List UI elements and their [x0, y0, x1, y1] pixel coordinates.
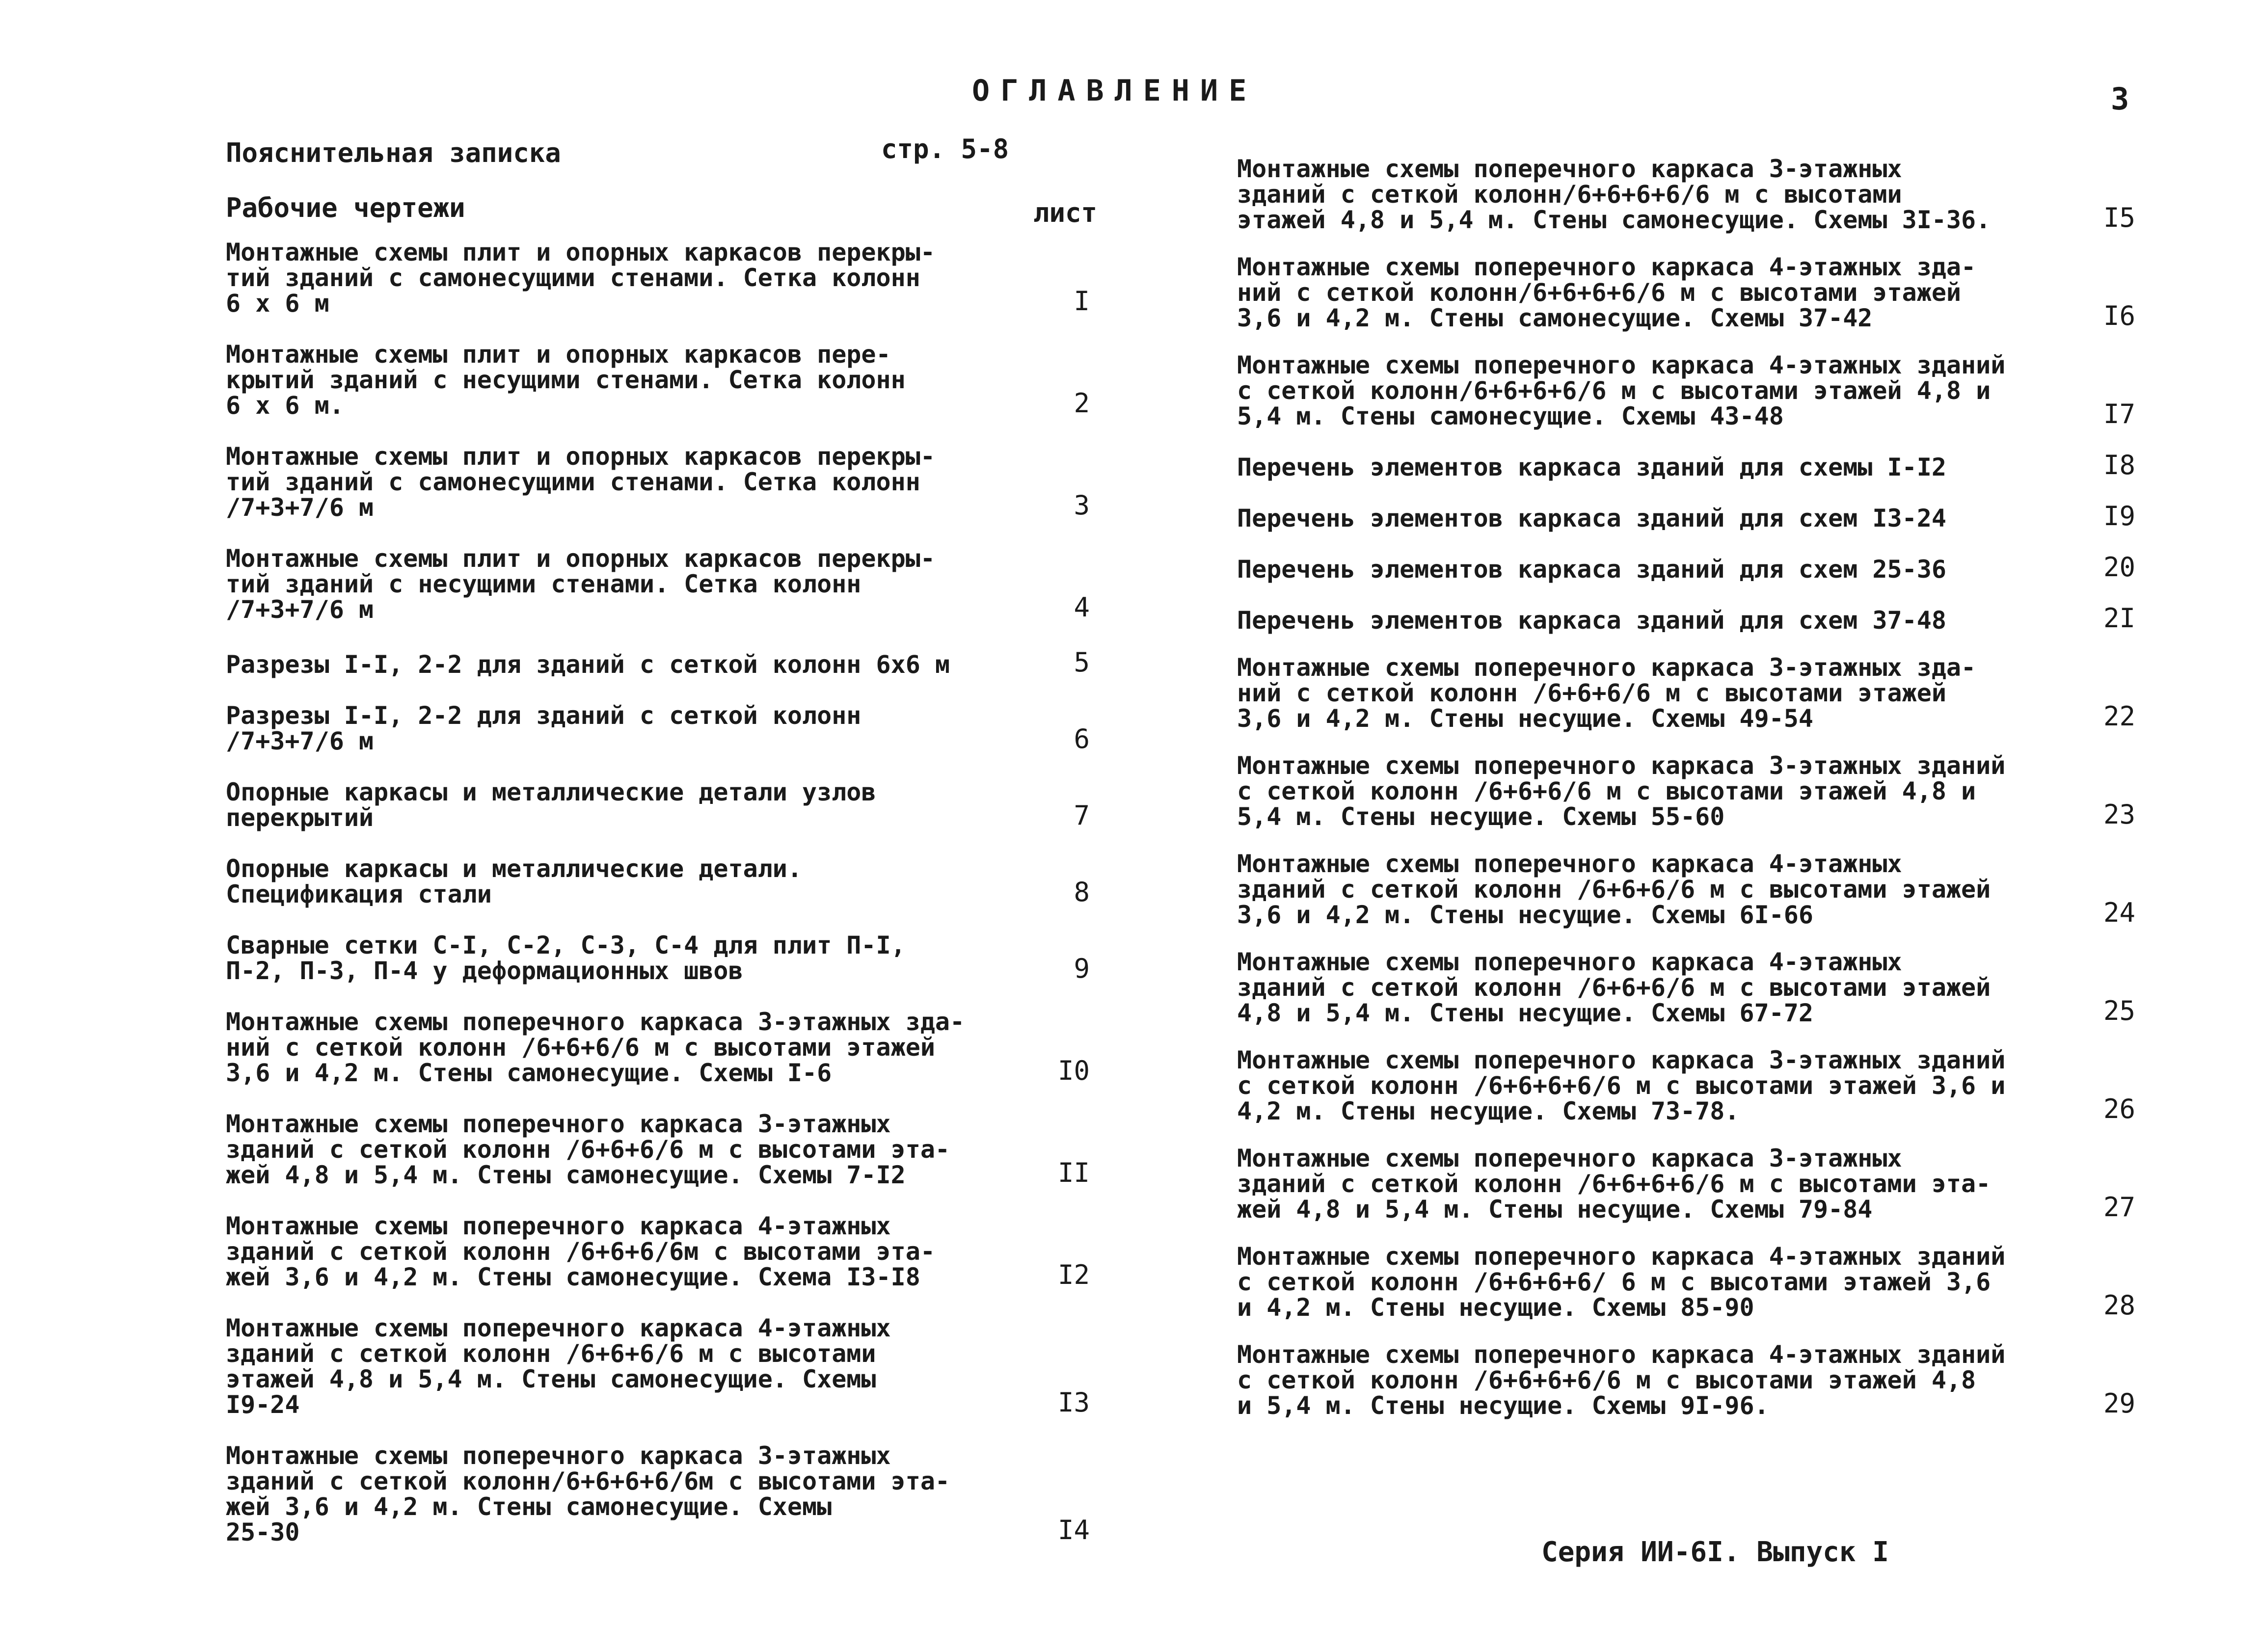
toc-entry-sheet: I2	[1057, 1259, 1090, 1290]
toc-entry	[1237, 851, 2135, 928]
toc-entry	[1237, 1244, 2135, 1320]
toc-entry-text: Монтажные схемы поперечного каркаса 4-этажных зданий с сеткой колонн /6+6+6/6м с высотами эта- жей 3,6 и 4,2 м. Стены самонесущие. Схема I3-I8	[226, 1212, 935, 1291]
toc-entry-sheet: I7	[2103, 399, 2135, 429]
toc-entry	[1237, 502, 2135, 531]
toc-entry-text: Опорные каркасы и металлические детали. Спецификация стали	[226, 854, 802, 908]
toc-right-column	[1237, 156, 2135, 1440]
toc-entry-text: Монтажные схемы поперечного каркаса 3-этажных зданий с сеткой колонн /6+6+6/6 м с высотами эта- жей 4,8 и 5,4 м. Стены самонесущие. Схемы 7-I2	[226, 1110, 950, 1189]
toc-entry-sheet: 27	[2103, 1192, 2135, 1223]
toc-entry-text: Монтажные схемы поперечного каркаса 4-этажных зданий с сеткой колонн /6+6+6/6 м с высотами этажей 4,8 и 5,4 м. Стены несущие. Схемы 67-72	[1237, 948, 1991, 1027]
toc-entry	[1237, 156, 2135, 233]
toc-entry	[1237, 655, 2135, 731]
toc-entry	[226, 342, 1090, 418]
toc-entry-text: Монтажные схемы поперечного каркаса 3-этажных зданий с сеткой колонн /6+6+6+6/6 м с высотами этажей 3,6 и 4,2 м. Стены несущие. Схемы 73-78.	[1237, 1046, 2006, 1125]
toc-entry	[226, 703, 1090, 754]
toc-entry-text: Монтажные схемы поперечного каркаса 4-этажных зданий с сеткой колонн/6+6+6+6/6 м с высотами этажей 4,8 и 5,4 м. Стены самонесущие. Схемы 43-48	[1237, 351, 2006, 430]
toc-entry	[1237, 604, 2135, 633]
toc-entry-sheet: 4	[1074, 592, 1090, 623]
toc-entry-text: Монтажные схемы плит и опорных каркасов перекры- тий зданий с несущими стенами. Сетка колонн /7+3+7/6 м	[226, 544, 935, 624]
toc-entry	[1237, 1146, 2135, 1222]
toc-entry-sheet: I0	[1057, 1055, 1090, 1086]
toc-entry-sheet: 2I	[2103, 603, 2135, 634]
toc-entry-text: Разрезы I-I, 2-2 для зданий с сеткой колонн 6х6 м	[226, 650, 950, 679]
toc-entry	[1237, 451, 2135, 480]
toc-entry-sheet: 7	[1074, 800, 1090, 831]
toc-entry-sheet: I3	[1057, 1387, 1090, 1418]
toc-entry-sheet: II	[1057, 1157, 1090, 1188]
explanatory-note-label: Пояснительная записка	[226, 137, 561, 168]
toc-entry-text: Сварные сетки С-I, С-2, С-3, С-4 для плит П-I, П-2, П-3, П-4 у деформационных швов	[226, 931, 906, 985]
toc-entry-text: Монтажные схемы плит и опорных каркасов пере- крытий зданий с несущими стенами. Сетка колонн 6 х 6 м.	[226, 340, 906, 420]
toc-entry	[226, 546, 1090, 622]
toc-entry-sheet: 5	[1074, 647, 1090, 678]
toc-entry	[226, 1213, 1090, 1290]
toc-entry-sheet: I	[1074, 286, 1090, 317]
toc-entry-text: Монтажные схемы поперечного каркаса 3-этажных зданий с сеткой колонн/6+6+6+6/6м с высотами эта- жей 3,6 и 4,2 м. Стены самонесущие. Схемы 25-30	[226, 1441, 950, 1546]
toc-entry-text: Монтажные схемы поперечного каркаса 4-этажных зданий с сеткой колонн /6+6+6+6/6 м с высотами этажей 4,8 и 5,4 м. Стены несущие. Схемы 9I-96.	[1237, 1340, 2006, 1420]
toc-entry-text: Разрезы I-I, 2-2 для зданий с сеткой колонн /7+3+7/6 м	[226, 701, 861, 755]
toc-entry-sheet: 2	[1074, 388, 1090, 419]
toc-entry-text: Монтажные схемы поперечного каркаса 3-этажных зда- ний с сеткой колонн /6+6+6/6 м с высотами этажей 3,6 и 4,2 м. Стены самонесущие. Схемы I-6	[226, 1008, 965, 1087]
toc-entry-text: Монтажные схемы плит и опорных каркасов перекры- тий зданий с самонесущими стенами. Сетка колонн /7+3+7/6 м	[226, 442, 935, 522]
toc-entry	[1237, 254, 2135, 331]
toc-entry	[1237, 753, 2135, 829]
toc-entry-text: Монтажные схемы поперечного каркаса 4-этажных зданий с сеткой колонн /6+6+6/6 м с высотами этажей 3,6 и 4,2 м. Стены несущие. Схемы 6I-66	[1237, 850, 1991, 929]
toc-entry-sheet: 9	[1074, 953, 1090, 984]
toc-entry-text: Перечень элементов каркаса зданий для схем 37-48	[1237, 606, 1946, 635]
toc-entry-text: Монтажные схемы поперечного каркаса 3-этажных зда- ний с сеткой колонн /6+6+6/6 м с высотами этажей 3,6 и 4,2 м. Стены несущие. Схемы 49-54	[1237, 653, 1976, 733]
toc-entry-sheet: 8	[1074, 877, 1090, 907]
toc-entry-text: Монтажные схемы плит и опорных каркасов перекры- тий зданий с самонесущими стенами. Сетка колонн 6 х 6 м	[226, 238, 935, 318]
toc-entry-sheet: I6	[2103, 300, 2135, 331]
toc-entry	[226, 933, 1090, 984]
toc-entry	[226, 779, 1090, 830]
toc-entry-sheet: 29	[2103, 1388, 2135, 1419]
explanatory-note-pages: стр. 5-8	[881, 133, 1009, 164]
toc-entry-text: Монтажные схемы поперечного каркаса 4-этажных зданий с сеткой колонн /6+6+6+6/ 6 м с высотами этажей 3,6 и 4,2 м. Стены несущие. Схемы 85-90	[1237, 1242, 2006, 1322]
toc-entry	[226, 1315, 1090, 1417]
toc-entry	[226, 240, 1090, 316]
toc-entry	[226, 648, 1090, 677]
page-title: ОГЛАВЛЕНИЕ	[972, 74, 1258, 108]
toc-entry-text: Перечень элементов каркаса зданий для схемы I-I2	[1237, 453, 1946, 481]
toc-entry-sheet: 23	[2103, 799, 2135, 830]
toc-entry-text: Перечень элементов каркаса зданий для схем I3-24	[1237, 504, 1946, 533]
toc-entry	[1237, 352, 2135, 429]
working-drawings-heading: Рабочие чертежи	[226, 192, 465, 223]
toc-entry-sheet: I8	[2103, 450, 2135, 480]
toc-entry	[226, 1443, 1090, 1545]
toc-entry	[226, 1009, 1090, 1086]
toc-entry-sheet: 26	[2103, 1093, 2135, 1124]
toc-entry-text: Монтажные схемы поперечного каркаса 4-этажных зданий с сеткой колонн /6+6+6/6 м с высотами этажей 4,8 и 5,4 м. Стены самонесущие. Схемы I9-24	[226, 1314, 891, 1419]
toc-entry-text: Монтажные схемы поперечного каркаса 3-этажных зданий с сеткой колонн/6+6+6+6/6 м с высотами этажей 4,8 и 5,4 м. Стены самонесущие. Схемы 3I-36.	[1237, 155, 1991, 234]
toc-entry-text: Монтажные схемы поперечного каркаса 3-этажных зданий с сеткой колонн /6+6+6/6 м с высотами этажей 4,8 и 5,4 м. Стены несущие. Схемы 55-60	[1237, 751, 2006, 831]
toc-entry	[1237, 1047, 2135, 1124]
series-footer: Серия ИИ-6I. Выпуск I	[1541, 1536, 1889, 1568]
toc-entry-sheet: I5	[2103, 202, 2135, 233]
toc-entry-sheet: 24	[2103, 897, 2135, 928]
toc-entry-sheet: 22	[2103, 701, 2135, 732]
toc-entry	[226, 856, 1090, 907]
toc-entry	[226, 444, 1090, 520]
toc-entry-text: Перечень элементов каркаса зданий для схем 25-36	[1237, 555, 1946, 584]
toc-entry-sheet: 28	[2103, 1290, 2135, 1321]
page-number: 3	[2111, 81, 2129, 117]
toc-entry-sheet: I4	[1057, 1515, 1090, 1545]
toc-entry-sheet: 3	[1074, 490, 1090, 521]
sheet-column-header: лист	[1033, 197, 1098, 228]
toc-entry-sheet: 25	[2103, 995, 2135, 1026]
toc-entry	[226, 1111, 1090, 1188]
toc-entry	[1237, 1342, 2135, 1418]
toc-entry-text: Монтажные схемы поперечного каркаса 3-этажных зданий с сеткой колонн /6+6+6+6/6 м с высотами эта- жей 4,8 и 5,4 м. Стены несущие. Схемы 79-84	[1237, 1144, 1991, 1224]
toc-entry-text: Монтажные схемы поперечного каркаса 4-этажных зда- ний с сеткой колонн/6+6+6+6/6 м с высотами этажей 3,6 и 4,2 м. Стены самонесущие. Схемы 37-42	[1237, 253, 1976, 332]
toc-entry-text: Опорные каркасы и металлические детали узлов перекрытий	[226, 778, 876, 832]
toc-entry-sheet: 20	[2103, 552, 2135, 583]
toc-entry	[1237, 949, 2135, 1026]
toc-entry	[1237, 553, 2135, 582]
toc-left-column	[226, 240, 1090, 1571]
toc-entry-sheet: 6	[1074, 723, 1090, 754]
toc-entry-sheet: I9	[2103, 501, 2135, 532]
